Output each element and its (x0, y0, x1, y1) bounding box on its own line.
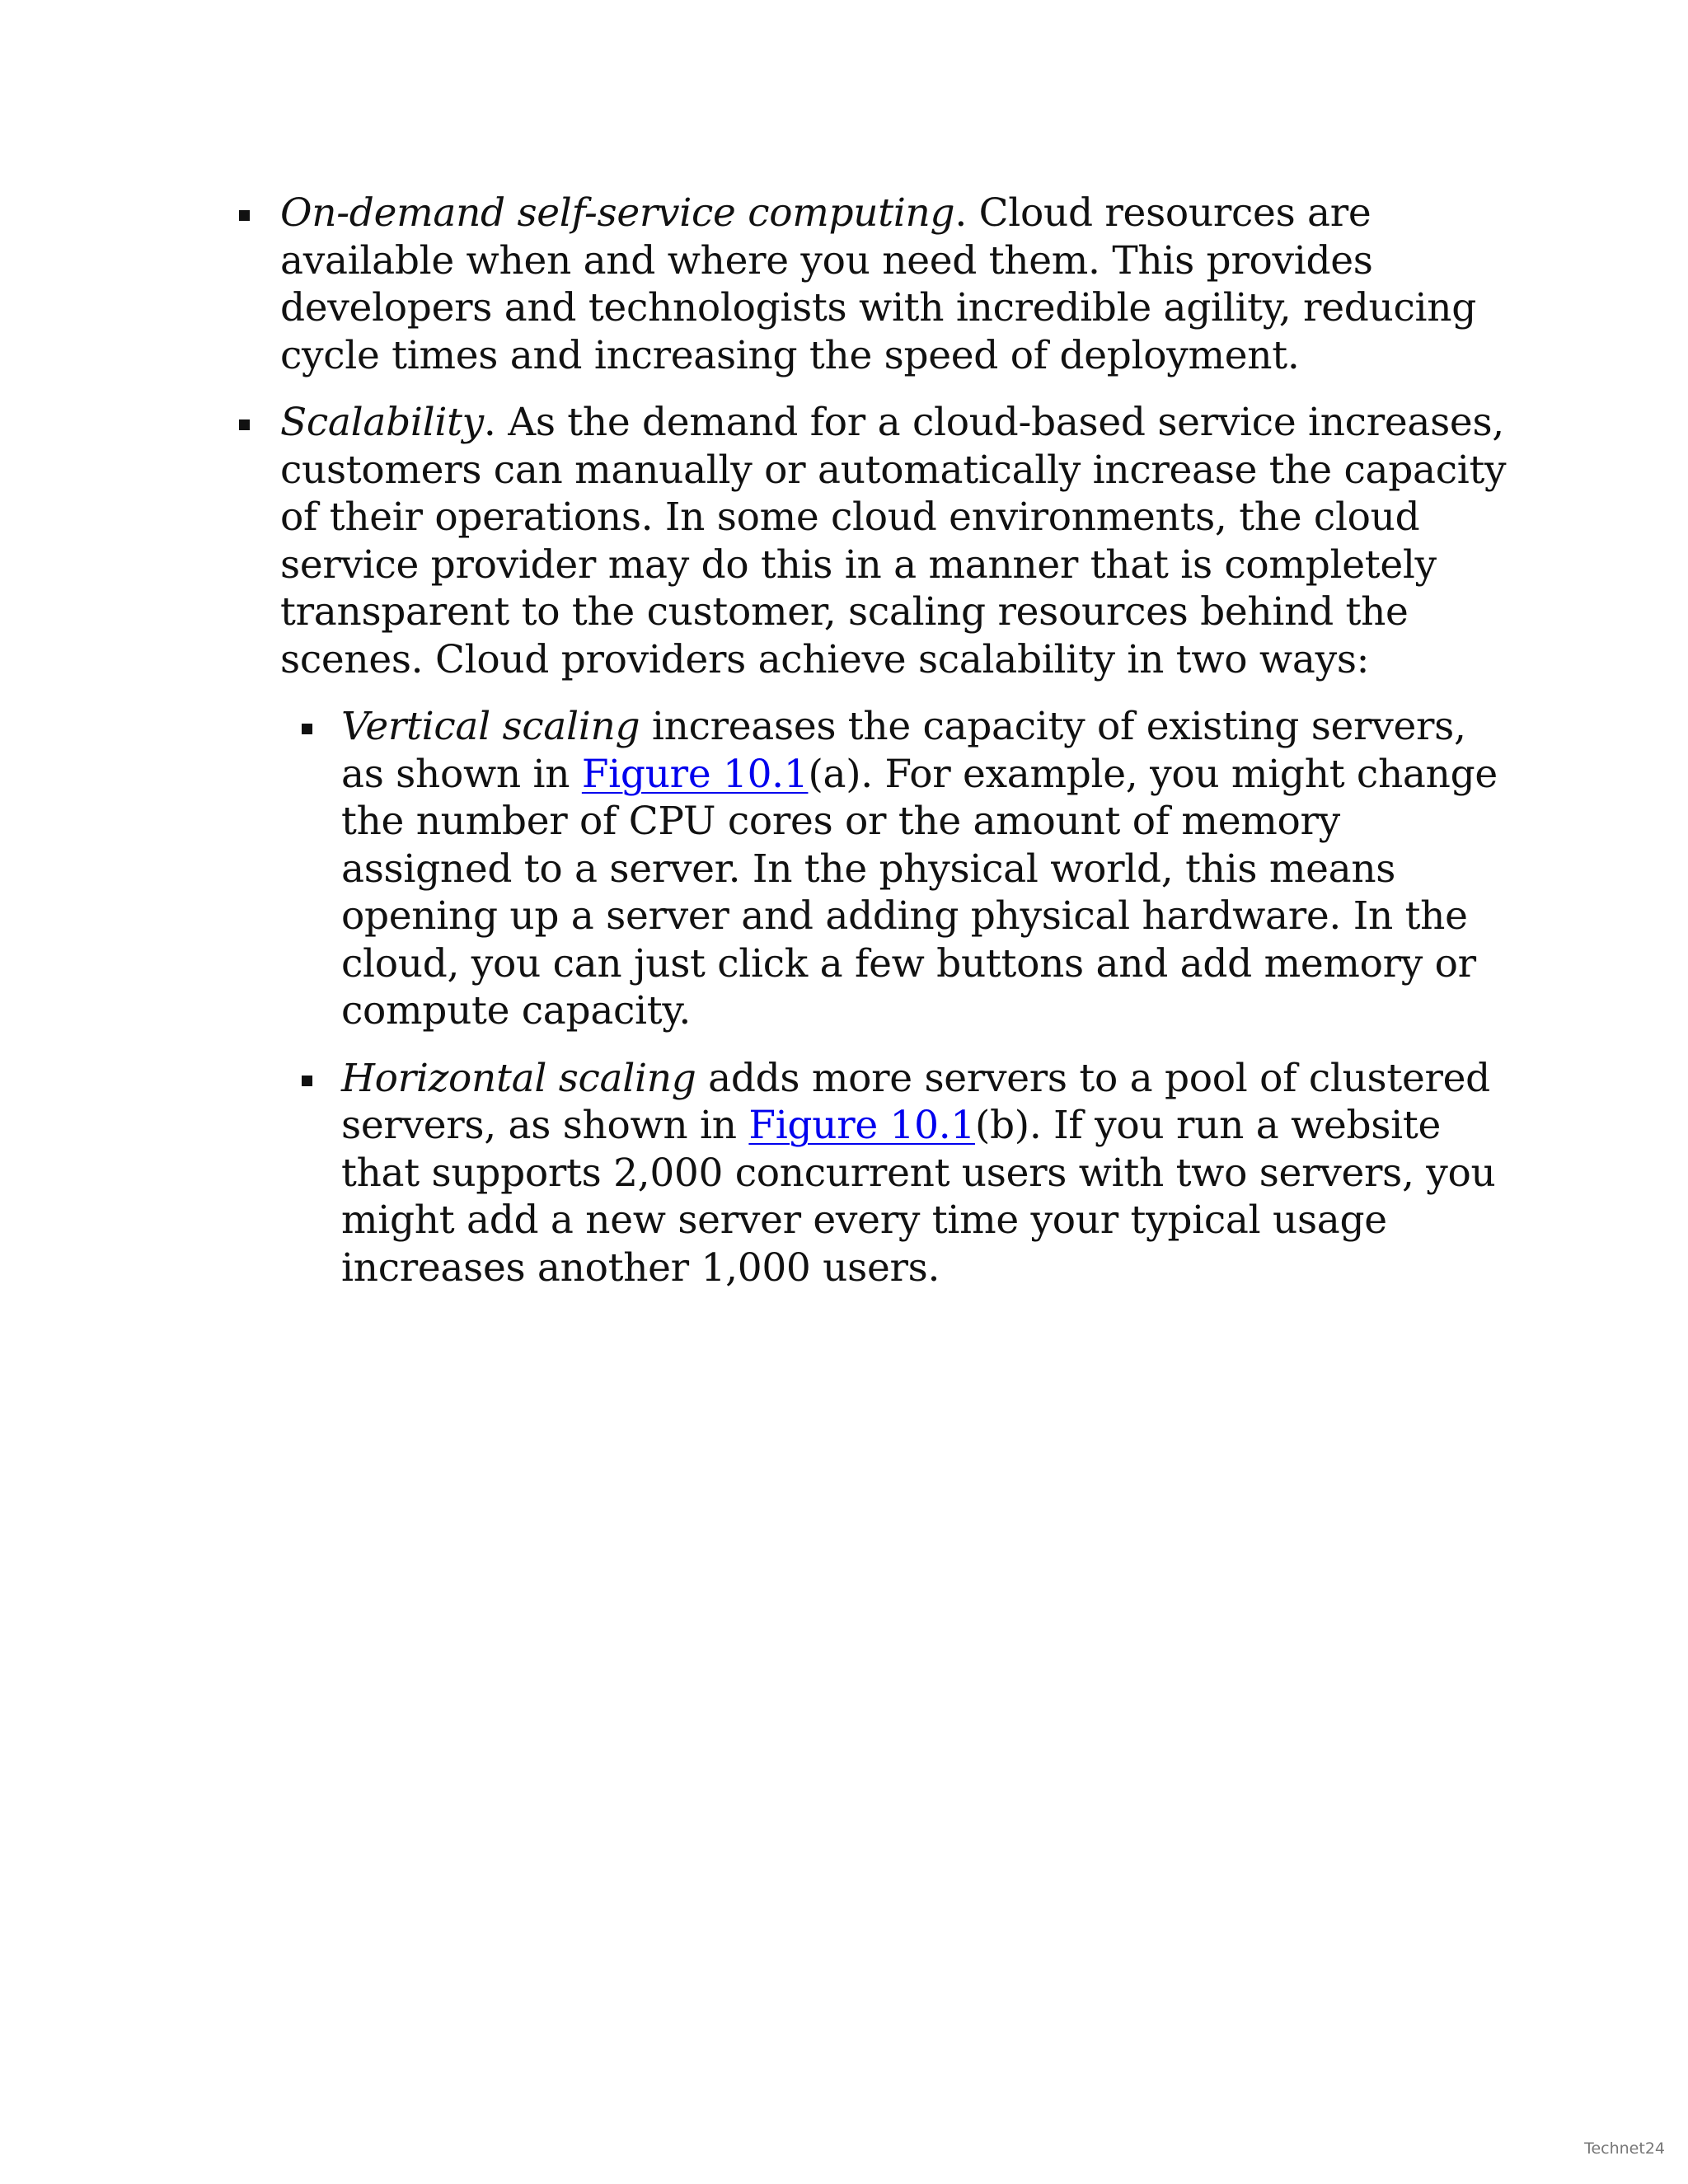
list-item-horizontal-scaling (300, 1055, 1507, 1292)
sub-bullet-list (300, 703, 1507, 1291)
watermark-text: Technet24 (1584, 2139, 1665, 2158)
list-item-vertical-scaling (300, 703, 1507, 1035)
item-text: (a). For example, you might change the number of CPU cores or the amount of memory assigned to a server. In the physical world, this means opening up a server and adding physical hardware. In the cloud, you can just click a few buttons and add memory or compute capacity. (341, 751, 1498, 1033)
figure-link[interactable]: Figure 10.1 (581, 751, 809, 797)
item-text: adds more servers to a pool of clustered servers, as shown in (341, 1055, 1490, 1148)
square-bullet-icon (239, 419, 250, 430)
figure-link[interactable]: Figure 10.1 (748, 1103, 975, 1148)
item-term: On-demand self-service computing (280, 190, 955, 236)
item-text: . As the demand for a cloud-based service increases, customers can manually or automatically increase the capacity of their operations. In some cloud environments, the cloud service provider may do this in a manner that is completely transparent to the customer, scaling resources behind the scenes. Cloud providers achieve scalability in two ways: (280, 400, 1507, 682)
item-term: Scalability (280, 400, 484, 445)
square-bullet-icon (302, 724, 312, 734)
square-bullet-icon (302, 1076, 312, 1086)
list-item-on-demand (237, 190, 1507, 379)
list-item-scalability (237, 399, 1507, 1291)
item-term: Vertical scaling (341, 704, 640, 749)
item-text: . Cloud resources are available when and where you need them. This provides developers and technologists with incredible agility, reducing cycle times and increasing the speed of deployment. (280, 190, 1476, 378)
bullet-list (237, 190, 1507, 1291)
item-text: (b). If you run a website that supports 2,000 concurrent users with two servers, you might add a new server every time your typical usage increases another 1,000 users. (341, 1103, 1496, 1291)
item-term: Horizontal scaling (341, 1055, 696, 1101)
item-text: increases the capacity of existing servers, as shown in (341, 704, 1466, 797)
square-bullet-icon (239, 210, 250, 221)
